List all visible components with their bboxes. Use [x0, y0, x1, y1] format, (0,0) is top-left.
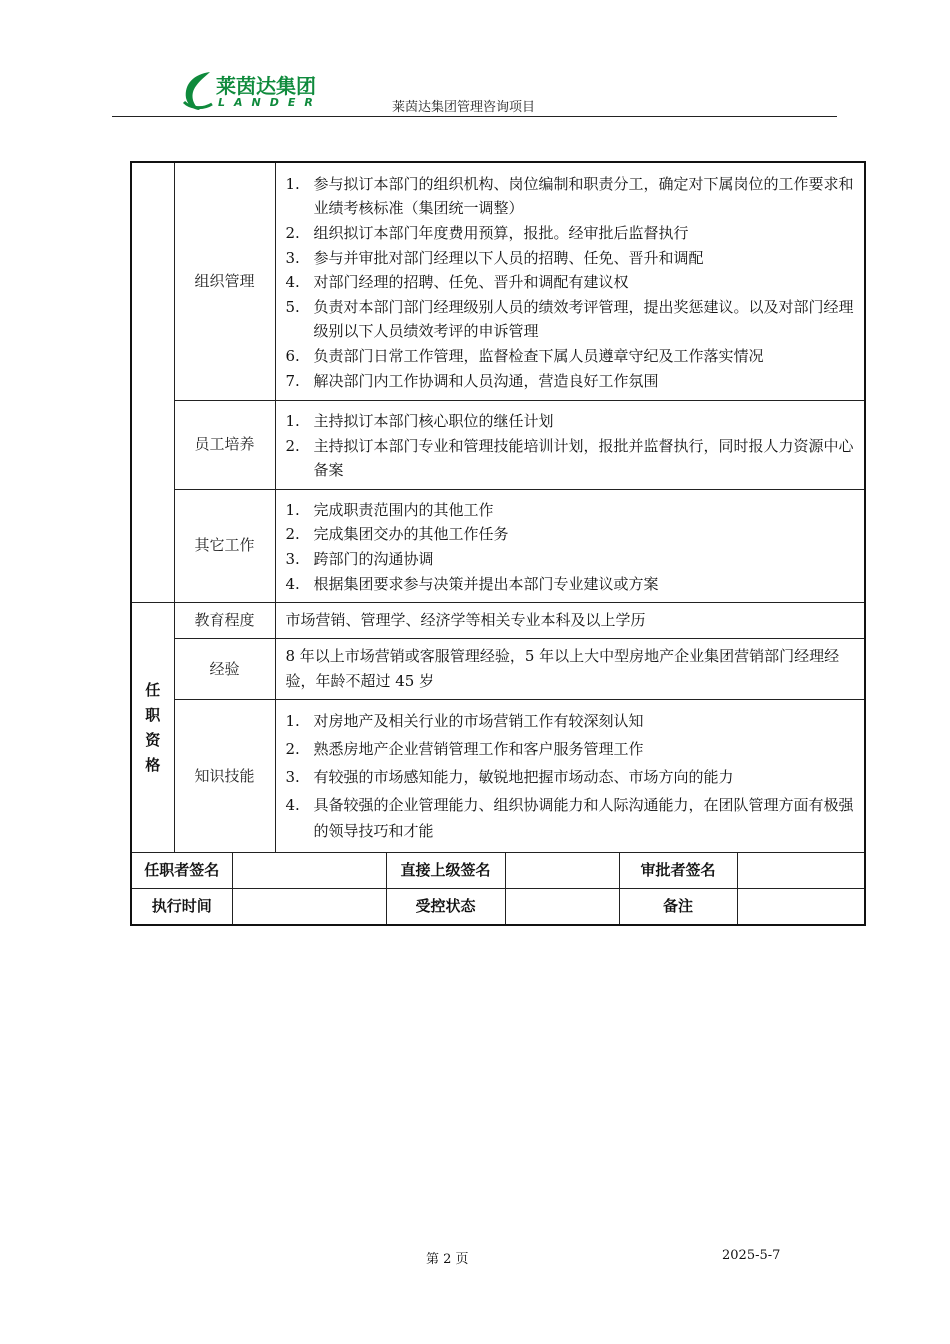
document-date: 2025-5-7 [722, 1248, 781, 1263]
control-status-label: 受控状态 [386, 889, 505, 926]
list-item: 4. 根据集团要求参与决策并提出本部门专业建议或方案 [285, 574, 659, 593]
page-header [112, 62, 837, 117]
list-item: 2. 完成集团交办的其他工作任务 [285, 525, 509, 544]
staff-training-list [286, 409, 862, 483]
incumbent-signature-field[interactable] [232, 853, 386, 889]
supervisor-signature-field[interactable] [505, 853, 619, 889]
execution-time-label: 执行时间 [131, 889, 232, 926]
list-item: 2. 主持拟订本部门专业和管理技能培训计划，报批并监督执行，同时报人力资源中心备案 [285, 436, 854, 480]
leaf-logo-icon [180, 68, 214, 112]
category-staff-training: 员工培养 [174, 401, 275, 490]
page-number: 第 2 页 [426, 1252, 469, 1267]
list-item: 1. 参与拟订本部门的组织机构、岗位编制和职责分工，确定对下属岗位的工作要求和业绩考核标准（集团统一调整） [285, 174, 854, 218]
experience-value: 8 年以上市场营销或客服管理经验，5 年以上大中型房地产企业集团营销部门经理经验，年龄不超过 45 岁 [275, 639, 865, 700]
list-item: 7. 解决部门内工作协调和人员沟通，营造良好工作氛围 [285, 371, 659, 390]
project-title: 莱茵达集团管理咨询项目 [392, 100, 536, 115]
incumbent-signature-label: 任职者签名 [131, 853, 232, 889]
list-item: 3. 有较强的市场感知能力，敏锐地把握市场动态、市场方向的能力 [285, 768, 734, 787]
list-item: 1. 完成职责范围内的其他工作 [285, 500, 494, 519]
logo-english-name: LANDER [218, 96, 322, 109]
list-item: 4. 具备较强的企业管理能力、组织协调能力和人际沟通能力，在团队管理方面有极强的领导技巧和才能 [285, 796, 854, 841]
remarks-field[interactable] [737, 889, 865, 926]
duty-row-org [131, 162, 865, 401]
execution-time-field[interactable] [232, 889, 386, 926]
other-work-list-cell [275, 489, 865, 602]
knowledge-label: 知识技能 [174, 700, 275, 853]
list-item: 2. 熟悉房地产企业营销管理工作和客户服务管理工作 [285, 740, 644, 759]
qualification-row-education [131, 603, 865, 639]
signature-row-2 [131, 889, 865, 926]
duty-row-other [131, 489, 865, 602]
signature-row-1 [131, 853, 865, 889]
org-management-list-cell [275, 162, 865, 401]
experience-label: 经验 [174, 639, 275, 700]
approver-signature-label: 审批者签名 [619, 853, 737, 889]
company-logo [180, 68, 320, 112]
list-item: 4. 对部门经理的招聘、任免、晋升和调配有建议权 [285, 273, 629, 292]
control-status-field[interactable] [505, 889, 619, 926]
list-item: 3. 参与并审批对部门经理以下人员的招聘、任免、晋升和调配 [285, 248, 704, 267]
qualification-row-knowledge [131, 700, 865, 853]
qualification-row-experience [131, 639, 865, 700]
remarks-label: 备注 [619, 889, 737, 926]
list-item: 5. 负责对本部门部门经理级别人员的绩效考评管理，提出奖惩建议。以及对部门经理级别以下人员绩效考评的申诉管理 [285, 297, 854, 341]
knowledge-list-cell [275, 700, 865, 853]
list-item: 6. 负责部门日常工作管理，监督检查下属人员遵章守纪及工作落实情况 [285, 346, 764, 365]
list-item: 2. 组织拟订本部门年度费用预算，报批。经审批后监督执行 [285, 224, 689, 243]
category-other-work: 其它工作 [174, 489, 275, 602]
supervisor-signature-label: 直接上级签名 [386, 853, 505, 889]
list-item: 3. 跨部门的沟通协调 [285, 549, 434, 568]
org-management-list [286, 172, 862, 393]
education-label: 教育程度 [174, 603, 275, 639]
qualifications-label: 任职资格 [131, 603, 174, 853]
education-value: 市场营销、管理学、经济学等相关专业本科及以上学历 [275, 603, 865, 639]
category-org-management: 组织管理 [174, 162, 275, 401]
duties-outer-cell [131, 162, 174, 603]
job-description-table [130, 161, 866, 926]
list-item: 1. 主持拟订本部门核心职位的继任计划 [285, 412, 554, 430]
staff-training-list-cell [275, 401, 865, 490]
other-work-list [286, 498, 862, 596]
logo-chinese-name: 莱茵达集团 [216, 74, 316, 98]
list-item: 1. 对房地产及相关行业的市场营销工作有较深刻认知 [285, 712, 644, 731]
knowledge-list [286, 708, 862, 844]
approver-signature-field[interactable] [737, 853, 865, 889]
duty-row-training [131, 401, 865, 490]
